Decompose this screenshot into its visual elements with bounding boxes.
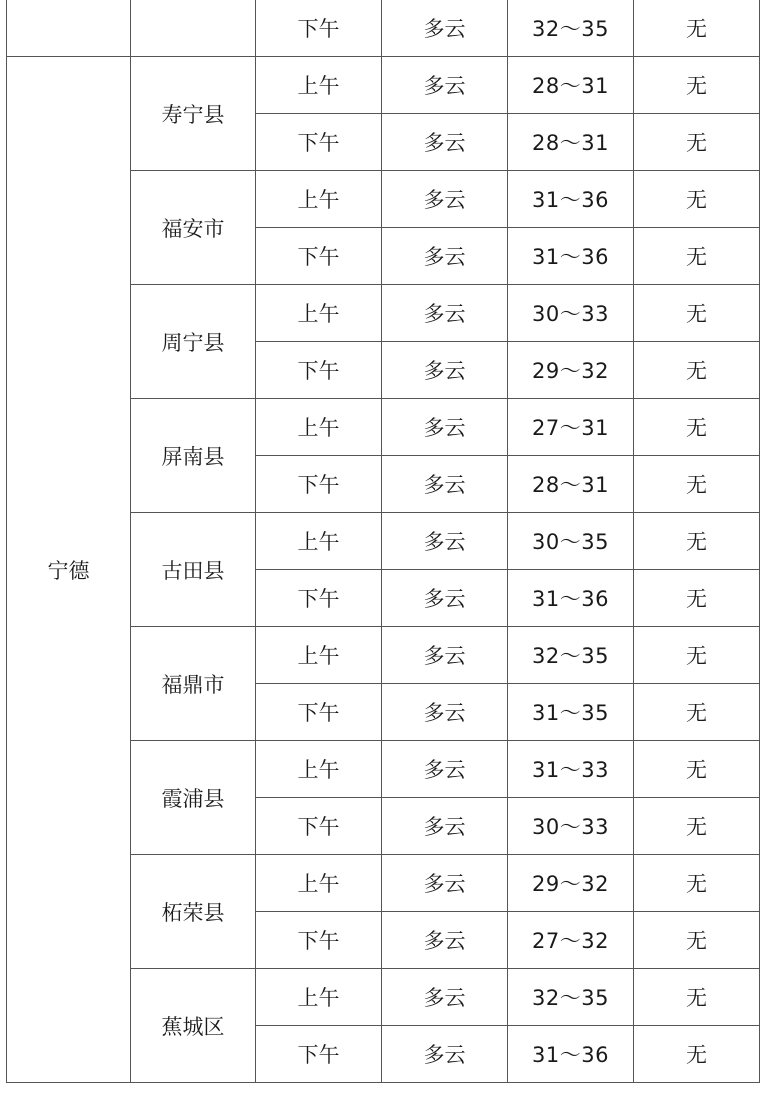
warning-cell: 无 xyxy=(634,0,760,57)
warning-cell: 无 xyxy=(634,513,760,570)
weather-cell: 多云 xyxy=(382,513,508,570)
warning-cell: 无 xyxy=(634,114,760,171)
period-cell: 下午 xyxy=(256,342,382,399)
county-cell: 蕉城区 xyxy=(131,969,256,1083)
period-cell: 上午 xyxy=(256,741,382,798)
forecast-table xyxy=(6,0,760,1083)
period-cell: 上午 xyxy=(256,171,382,228)
city-cell: 宁德 xyxy=(7,57,131,1083)
warning-cell: 无 xyxy=(634,285,760,342)
temperature-cell: 27～32 xyxy=(508,912,634,969)
county-cell: 寿宁县 xyxy=(131,57,256,171)
warning-cell: 无 xyxy=(634,912,760,969)
county-cell: 霞浦县 xyxy=(131,741,256,855)
temperature-cell: 30～33 xyxy=(508,285,634,342)
weather-cell: 多云 xyxy=(382,57,508,114)
county-cell: 柘荣县 xyxy=(131,855,256,969)
weather-cell: 多云 xyxy=(382,570,508,627)
temperature-cell: 31～36 xyxy=(508,228,634,285)
temperature-cell: 28～31 xyxy=(508,114,634,171)
period-cell: 下午 xyxy=(256,570,382,627)
temperature-cell: 32～35 xyxy=(508,0,634,57)
temperature-cell: 31～36 xyxy=(508,171,634,228)
warning-cell: 无 xyxy=(634,171,760,228)
weather-cell: 多云 xyxy=(382,114,508,171)
period-cell: 上午 xyxy=(256,855,382,912)
warning-cell: 无 xyxy=(634,1026,760,1083)
temperature-cell: 27～31 xyxy=(508,399,634,456)
temperature-cell: 32～35 xyxy=(508,627,634,684)
weather-cell: 多云 xyxy=(382,684,508,741)
weather-cell: 多云 xyxy=(382,399,508,456)
weather-cell: 多云 xyxy=(382,969,508,1026)
period-cell: 上午 xyxy=(256,57,382,114)
period-cell: 上午 xyxy=(256,399,382,456)
county-cell: 周宁县 xyxy=(131,285,256,399)
weather-cell: 多云 xyxy=(382,798,508,855)
county-cell: 福安市 xyxy=(131,171,256,285)
table-row xyxy=(7,57,760,114)
weather-cell: 多云 xyxy=(382,741,508,798)
period-cell: 上午 xyxy=(256,969,382,1026)
warning-cell: 无 xyxy=(634,798,760,855)
temperature-cell: 28～31 xyxy=(508,57,634,114)
county-cell: 福鼎市 xyxy=(131,627,256,741)
forecast-table-page xyxy=(6,0,759,1104)
temperature-cell: 31～36 xyxy=(508,570,634,627)
period-cell: 下午 xyxy=(256,684,382,741)
period-cell: 下午 xyxy=(256,456,382,513)
temperature-cell: 28～31 xyxy=(508,456,634,513)
warning-cell: 无 xyxy=(634,684,760,741)
period-cell: 上午 xyxy=(256,513,382,570)
table-row xyxy=(7,0,760,57)
weather-cell: 多云 xyxy=(382,912,508,969)
warning-cell: 无 xyxy=(634,57,760,114)
county-cell-empty xyxy=(131,0,256,57)
weather-cell: 多云 xyxy=(382,855,508,912)
warning-cell: 无 xyxy=(634,456,760,513)
temperature-cell: 31～33 xyxy=(508,741,634,798)
temperature-cell: 29～32 xyxy=(508,342,634,399)
warning-cell: 无 xyxy=(634,570,760,627)
period-cell: 下午 xyxy=(256,1026,382,1083)
warning-cell: 无 xyxy=(634,228,760,285)
period-cell: 下午 xyxy=(256,0,382,57)
warning-cell: 无 xyxy=(634,741,760,798)
city-cell-empty xyxy=(7,0,131,57)
weather-cell: 多云 xyxy=(382,627,508,684)
warning-cell: 无 xyxy=(634,399,760,456)
warning-cell: 无 xyxy=(634,855,760,912)
temperature-cell: 31～35 xyxy=(508,684,634,741)
warning-cell: 无 xyxy=(634,342,760,399)
period-cell: 下午 xyxy=(256,798,382,855)
weather-cell: 多云 xyxy=(382,342,508,399)
temperature-cell: 31～36 xyxy=(508,1026,634,1083)
weather-cell: 多云 xyxy=(382,171,508,228)
period-cell: 上午 xyxy=(256,285,382,342)
period-cell: 下午 xyxy=(256,912,382,969)
county-cell: 屏南县 xyxy=(131,399,256,513)
forecast-table-body xyxy=(7,0,760,1083)
weather-cell: 多云 xyxy=(382,228,508,285)
period-cell: 下午 xyxy=(256,228,382,285)
weather-cell: 多云 xyxy=(382,285,508,342)
weather-cell: 多云 xyxy=(382,1026,508,1083)
county-cell: 古田县 xyxy=(131,513,256,627)
warning-cell: 无 xyxy=(634,627,760,684)
temperature-cell: 30～33 xyxy=(508,798,634,855)
period-cell: 上午 xyxy=(256,627,382,684)
temperature-cell: 30～35 xyxy=(508,513,634,570)
temperature-cell: 29～32 xyxy=(508,855,634,912)
weather-cell: 多云 xyxy=(382,0,508,57)
temperature-cell: 32～35 xyxy=(508,969,634,1026)
period-cell: 下午 xyxy=(256,114,382,171)
warning-cell: 无 xyxy=(634,969,760,1026)
weather-cell: 多云 xyxy=(382,456,508,513)
